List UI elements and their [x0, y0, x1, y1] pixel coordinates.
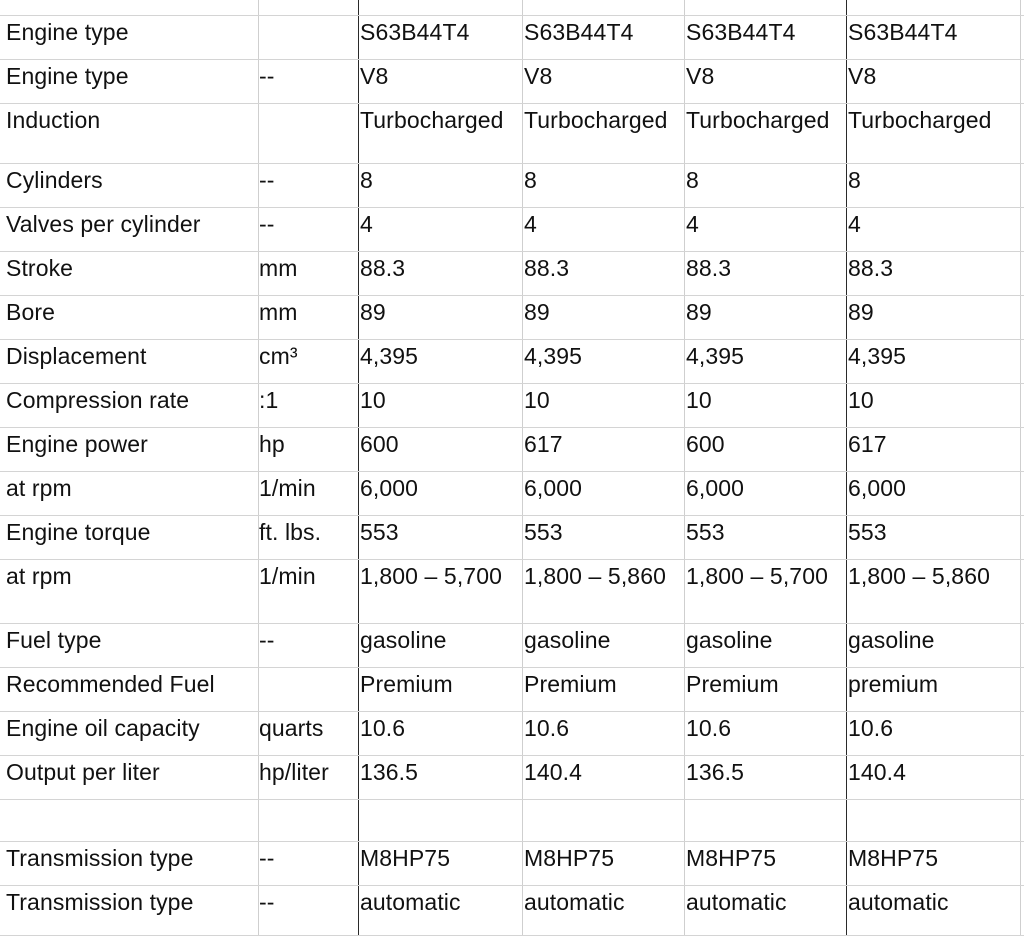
model-2-value-cell: 1,800 – 5,860 — [524, 563, 666, 589]
row-unit-cell — [259, 800, 357, 841]
model-4-value-cell: automatic — [848, 889, 949, 915]
model-4-value-cell: 6,000 — [848, 475, 907, 501]
model-3-value-cell: Turbocharged — [686, 107, 830, 133]
model-2-value-cell: 6,000 — [524, 475, 583, 501]
table-row — [0, 516, 1024, 560]
model-3-value-cell: gasoline — [686, 627, 773, 653]
model-1-value-cell: Premium — [360, 671, 453, 697]
model-4-value-cell: 8 — [848, 167, 861, 193]
model-3-value-cell: 10 — [686, 387, 712, 413]
model-4-value-cell: gasoline — [848, 627, 935, 653]
model-1-value-cell: gasoline — [360, 627, 447, 653]
model-3-value-cell: 6,000 — [686, 475, 745, 501]
model-4-value-cell: 88.3 — [848, 255, 894, 281]
row-label-cell — [6, 800, 256, 841]
model-4-value-cell: 89 — [848, 299, 874, 325]
table-row — [0, 60, 1024, 104]
model-4-value-cell — [848, 800, 1024, 841]
model-3-value-cell — [686, 800, 846, 841]
row-label-cell: Compression rate — [6, 387, 190, 413]
model-2-value-cell: Turbocharged — [524, 107, 668, 133]
row-unit-cell: -- — [259, 211, 275, 237]
row-label-cell: Engine oil capacity — [6, 715, 200, 741]
row-label-cell: at rpm — [6, 563, 72, 589]
model-3-value-cell: V8 — [686, 63, 715, 89]
model-2-value-cell: 4,395 — [524, 343, 583, 369]
model-2-value-cell: 140.4 — [524, 759, 583, 785]
model-3-value-cell: 4,395 — [686, 343, 745, 369]
row-label-cell: Bore — [6, 299, 55, 325]
row-label-cell: Recommended Fuel — [6, 671, 215, 697]
table-row — [0, 472, 1024, 516]
model-4-value-cell: S63B44T4 — [848, 19, 958, 45]
model-2-value-cell: 553 — [524, 519, 563, 545]
row-unit-cell: hp — [259, 431, 285, 457]
row-unit-cell — [259, 16, 357, 59]
table-row — [0, 668, 1024, 712]
row-unit-cell: quarts — [259, 715, 324, 741]
model-1-value-cell: 8 — [360, 167, 373, 193]
model-2-value-cell: gasoline — [524, 627, 611, 653]
model-2-value-cell: Premium — [524, 671, 617, 697]
model-1-value-cell: 553 — [360, 519, 399, 545]
table-row — [0, 340, 1024, 384]
table-row — [0, 800, 1024, 842]
row-unit-cell: -- — [259, 889, 275, 915]
row-label-cell: Cylinders — [6, 167, 103, 193]
model-1-value-cell: 1,800 – 5,700 — [360, 563, 502, 589]
row-unit-cell: 1/min — [259, 563, 316, 589]
row-label-cell: Engine torque — [6, 519, 151, 545]
model-1-value-cell: M8HP75 — [360, 845, 451, 871]
model-4-value-cell: 4,395 — [848, 343, 907, 369]
table-row — [0, 756, 1024, 800]
model-2-value-cell: S63B44T4 — [524, 19, 634, 45]
model-4-value-cell: premium — [848, 671, 939, 697]
model-1-value-cell: 6,000 — [360, 475, 419, 501]
model-4-value-cell: 10 — [848, 387, 874, 413]
row-unit-cell — [259, 104, 357, 163]
model-4-value-cell: 10.6 — [848, 715, 894, 741]
model-2-value-cell: 4 — [524, 211, 537, 237]
model-3-value-cell: 4 — [686, 211, 699, 237]
table-top-border — [0, 0, 1024, 16]
row-unit-cell: -- — [259, 167, 275, 193]
table-row — [0, 16, 1024, 60]
row-unit-cell: ft. lbs. — [259, 519, 322, 545]
model-4-value-cell: 553 — [848, 519, 887, 545]
model-3-value-cell: S63B44T4 — [686, 19, 796, 45]
model-1-value-cell: V8 — [360, 63, 389, 89]
model-3-value-cell: 8 — [686, 167, 699, 193]
table-row — [0, 842, 1024, 886]
model-3-value-cell: 89 — [686, 299, 712, 325]
table-row — [0, 560, 1024, 624]
table-row — [0, 296, 1024, 340]
row-label-cell: Transmission type — [6, 889, 194, 915]
row-unit-cell: -- — [259, 627, 275, 653]
model-4-value-cell: 1,800 – 5,860 — [848, 563, 990, 589]
row-unit-cell: cm³ — [259, 343, 298, 369]
model-3-value-cell: 10.6 — [686, 715, 732, 741]
model-2-value-cell: M8HP75 — [524, 845, 615, 871]
model-3-value-cell: 553 — [686, 519, 725, 545]
model-1-value-cell: automatic — [360, 889, 461, 915]
model-1-value-cell: 89 — [360, 299, 386, 325]
row-unit-cell: mm — [259, 299, 298, 325]
model-2-value-cell: 89 — [524, 299, 550, 325]
model-1-value-cell: 136.5 — [360, 759, 419, 785]
model-2-value-cell: V8 — [524, 63, 553, 89]
table-row — [0, 886, 1024, 936]
model-1-value-cell: 10.6 — [360, 715, 406, 741]
row-label-cell: Valves per cylinder — [6, 211, 201, 237]
model-3-value-cell: Premium — [686, 671, 779, 697]
table-row — [0, 104, 1024, 164]
model-1-value-cell: Turbocharged — [360, 107, 504, 133]
model-4-value-cell: Turbocharged — [848, 107, 992, 133]
table-row — [0, 712, 1024, 756]
model-4-value-cell: V8 — [848, 63, 877, 89]
model-4-value-cell: 4 — [848, 211, 861, 237]
model-2-value-cell: 617 — [524, 431, 563, 457]
table-row — [0, 164, 1024, 208]
row-label-cell: Engine type — [6, 19, 129, 45]
model-2-value-cell: automatic — [524, 889, 625, 915]
model-3-value-cell: 88.3 — [686, 255, 732, 281]
model-2-value-cell: 88.3 — [524, 255, 570, 281]
model-3-value-cell: automatic — [686, 889, 787, 915]
model-2-value-cell: 10 — [524, 387, 550, 413]
model-1-value-cell: 600 — [360, 431, 399, 457]
model-2-value-cell: 10.6 — [524, 715, 570, 741]
row-label-cell: Displacement — [6, 343, 147, 369]
row-label-cell: Transmission type — [6, 845, 194, 871]
model-4-value-cell: 617 — [848, 431, 887, 457]
row-label-cell: Stroke — [6, 255, 74, 281]
model-1-value-cell: 88.3 — [360, 255, 406, 281]
row-label-cell: at rpm — [6, 475, 72, 501]
table-row — [0, 624, 1024, 668]
table-row — [0, 252, 1024, 296]
model-4-value-cell: 140.4 — [848, 759, 907, 785]
table-row — [0, 208, 1024, 252]
row-unit-cell: mm — [259, 255, 298, 281]
model-1-value-cell: 4 — [360, 211, 373, 237]
model-1-value-cell: S63B44T4 — [360, 19, 470, 45]
model-3-value-cell: 136.5 — [686, 759, 745, 785]
model-1-value-cell: 10 — [360, 387, 386, 413]
row-unit-cell: -- — [259, 845, 275, 871]
model-3-value-cell: 600 — [686, 431, 725, 457]
model-1-value-cell: 4,395 — [360, 343, 419, 369]
table-row — [0, 384, 1024, 428]
model-4-value-cell: M8HP75 — [848, 845, 939, 871]
model-2-value-cell: 8 — [524, 167, 537, 193]
row-unit-cell: :1 — [259, 387, 279, 413]
table-row — [0, 428, 1024, 472]
row-label-cell: Engine type — [6, 63, 129, 89]
model-3-value-cell: 1,800 – 5,700 — [686, 563, 828, 589]
row-label-cell: Engine power — [6, 431, 148, 457]
row-unit-cell: hp/liter — [259, 759, 329, 785]
model-3-value-cell: M8HP75 — [686, 845, 777, 871]
row-label-cell: Induction — [6, 107, 101, 133]
row-unit-cell — [259, 668, 357, 711]
row-label-cell: Fuel type — [6, 627, 102, 653]
row-unit-cell: -- — [259, 63, 275, 89]
row-unit-cell: 1/min — [259, 475, 316, 501]
row-label-cell: Output per liter — [6, 759, 160, 785]
model-1-value-cell — [360, 800, 522, 841]
model-2-value-cell — [524, 800, 684, 841]
